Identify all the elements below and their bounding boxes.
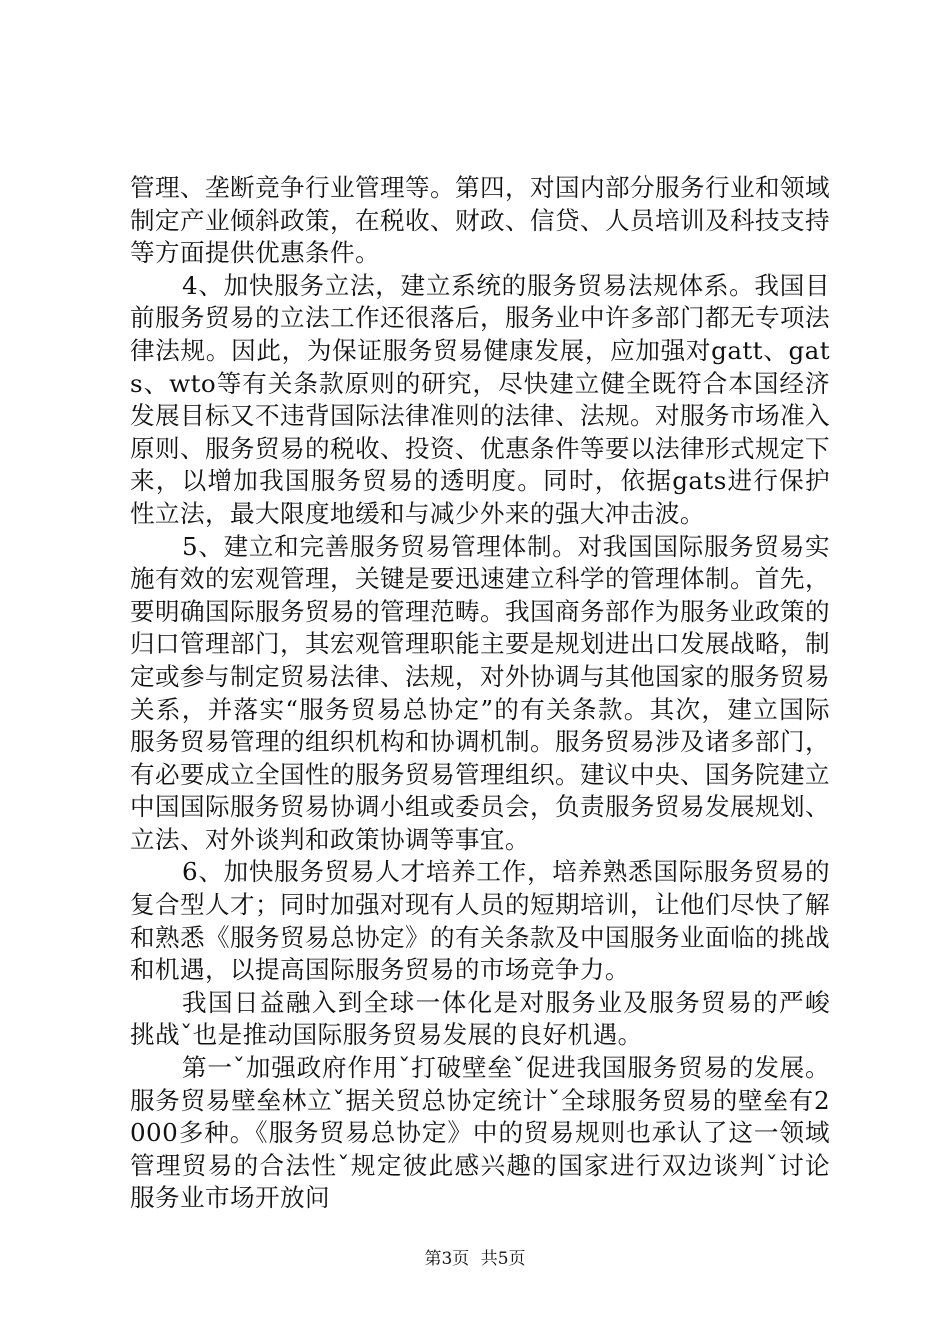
paragraph-continuation: 管理、垄断竞争行业管理等。第四，对国内部分服务行业和领域制定产业倾斜政策，在税收、财政、信贷、人员培训及科技支持等方面提供优惠条件。 [130, 173, 830, 268]
paragraph-item-5: 5、建立和完善服务贸易管理体制。对我国国际服务贸易实施有效的宏观管理，关键是要迅速建立科学的管理体制。首先，要明确国际服务贸易的管理范畴。我国商务部作为服务业政策的归口管理部门，其宏观管理职能主要是规划进出口发展战略，制定或参与制定贸易法律、法规，对外协调与其他国家的服务贸易关系，并落实“服务贸易总协定”的有关条款。其次，建立国际服务贸易管理的组织机构和协调机制。服务贸易涉及诸多部门，有必要成立全国性的服务贸易管理组织。建议中央、国务院建立中国国际服务贸易协调小组或委员会，负责服务贸易发展规划、立法、对外谈判和政策协调等事宜。 [130, 531, 830, 854]
page-total: 共5页 [480, 1249, 526, 1269]
page-footer [0, 1244, 950, 1269]
body-text [130, 172, 830, 1215]
paragraph-item-6: 6、加快服务贸易人才培养工作，培养熟悉国际服务贸易的复合型人才；同时加强对现有人员的短期培训，让他们尽快了解和熟悉《服务贸易总协定》的有关条款及中国服务业面临的挑战和机遇，以提高国际服务贸易的市场竞争力。 [130, 857, 830, 985]
page-number: 第3页 [424, 1249, 470, 1269]
paragraph-first-point: 第一ˇ加强政府作用ˇ打破壁垒ˇ促进我国服务贸易的发展。服务贸易壁垒林立ˇ据关贸总协定统计ˇ全球服务贸易的壁垒有2000多种。《服务贸易总协定》中的贸易规则也承认了这一领域管理贸易的合法性ˇ规定彼此感兴趣的国家进行双边谈判ˇ讨论服务业市场开放问 [130, 1053, 830, 1213]
paragraph-item-4: 4、加快服务立法，建立系统的服务贸易法规体系。我国目前服务贸易的立法工作还很落后，服务业中许多部门都无专项法律法规。因此，为保证服务贸易健康发展，应加强对gatt、gats、wto等有关条款原则的研究，尽快建立健全既符合本国经济发展目标又不违背国际法律准则的法律、法规。对服务市场准入原则、服务贸易的税收、投资、优惠条件等要以法律形式规定下来，以增加我国服务贸易的透明度。同时，依据gats进行保护性立法，最大限度地缓和与减少外来的强大冲击波。 [130, 270, 830, 528]
paragraph-summary: 我国日益融入到全球一体化是对服务业及服务贸易的严峻挑战ˇ也是推动国际服务贸易发展的良好机遇。 [130, 987, 830, 1050]
